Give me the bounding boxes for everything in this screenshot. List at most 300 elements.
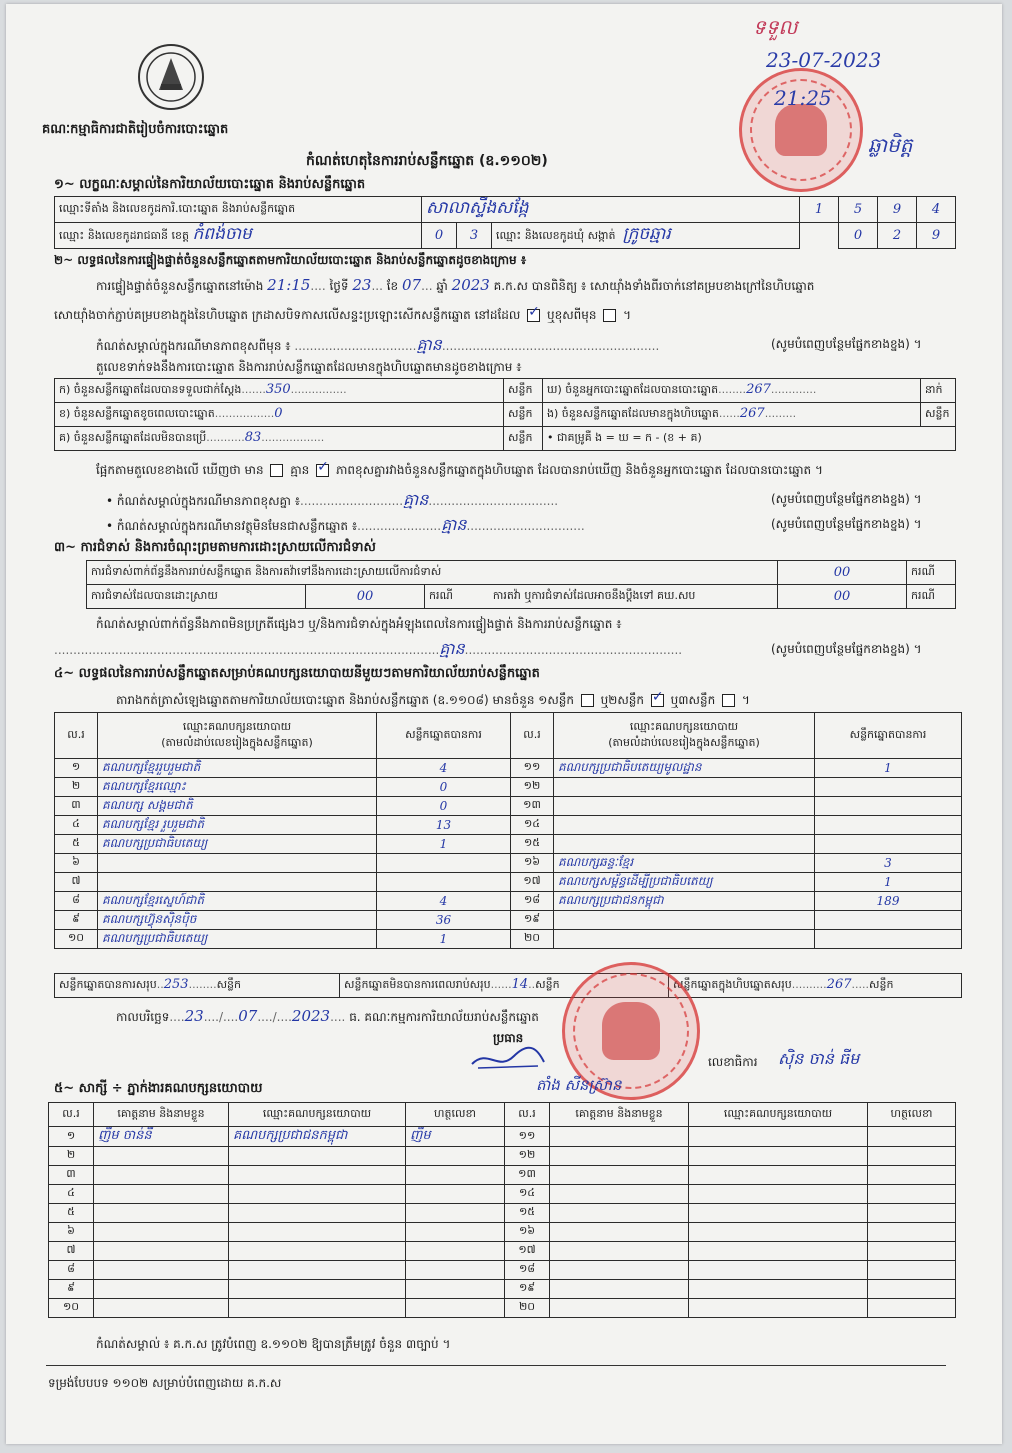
results-col-party-left: [98, 713, 377, 759]
figure-gha: ឃ) ចំនួនអ្នកបោះឆ្នោតដែលបានបោះឆ្នោត........267.............: [543, 379, 921, 403]
witness-party: គណបក្សប្រជាជនកម្ពុជា: [229, 1127, 406, 1147]
commune-code-1: 0: [839, 223, 878, 249]
witness-signature: [406, 1261, 505, 1280]
results-col-party-right-sub: (តាមលំដាប់លេខរៀងក្នុងសន្លឹកឆ្នោត): [608, 735, 760, 749]
witness-col-sign-right: ហត្ថលេខា: [868, 1103, 956, 1127]
result-votes: [815, 911, 962, 930]
result-no: ១៨: [511, 892, 554, 911]
witness-party: [229, 1261, 406, 1280]
witness-signature: [868, 1223, 956, 1242]
tally-one-checkbox[interactable]: [581, 694, 594, 707]
tally-sheet-line: តារាងកត់ត្រាសំឡេងឆ្នោតតាមការិយាល័យបោះឆ្នោត និងរាប់សន្លឹកឆ្នោត (ឧ.១១០៨) មានចំនួន ១សន្លឹក ឬ២សន្លឹក ✓ ឬ៣សន្លឹក ។: [116, 692, 750, 710]
witness-no: ១៥: [505, 1204, 550, 1223]
figure-ko: គ) ចំនួនសន្លឹកឆ្នោតដែលមិនបានប្រើ...........83..................: [55, 427, 504, 451]
witness-no: ៦: [49, 1223, 94, 1242]
foreign-object-label: • កំណត់សម្គាល់ក្នុងករណីមានវត្ថុមិនមែនជាសន្លឹកឆ្នោត ៖: [106, 519, 358, 533]
witness-row: [49, 1166, 956, 1185]
result-votes: [815, 778, 962, 797]
result-votes: [815, 797, 962, 816]
results-col-votes-left: សន្លឹកឆ្នោតបានការ: [377, 713, 511, 759]
signing-date-day: 23: [184, 1007, 204, 1025]
witness-signature: [406, 1242, 505, 1261]
discrepancy-has-label: ផ្អែកតាមតួលេខខាងលើ ឃើញថា មាន: [96, 463, 264, 477]
section1-table: [54, 196, 956, 249]
witness-no: ៨: [49, 1261, 94, 1280]
result-party: [554, 816, 815, 835]
discrepancy-no-label: គ្មាន: [290, 463, 310, 477]
discrepancy-note-label: • កំណត់សម្គាល់ក្នុងករណីមានភាពខុសគ្នា ៖: [106, 494, 301, 508]
witness-signature: [406, 1166, 505, 1185]
result-party: គណបក្សខ្មែរ រួបរួមជាតិ: [98, 816, 377, 835]
witness-no: ១: [49, 1127, 94, 1147]
witness-name: [550, 1242, 689, 1261]
witness-signature: [406, 1280, 505, 1299]
location-code-4: 4: [917, 197, 956, 223]
result-no: ៨: [55, 892, 98, 911]
resolved-label: ការជំទាស់ដែលបានដោះស្រាយ: [87, 585, 306, 609]
results-row: [55, 797, 962, 816]
results-col-party-left-title: ឈ្មោះគណបក្សនយោបាយ: [182, 719, 292, 733]
witness-no: ២: [49, 1147, 94, 1166]
location-value: សាលាស្ទឹងសង្កែ: [422, 197, 800, 223]
result-party: [554, 797, 815, 816]
result-votes: 36: [377, 911, 511, 930]
witness-party: [229, 1204, 406, 1223]
tally-three-label: ឬ៣សន្លឹក: [670, 693, 716, 707]
figure-gha-unit: នាក់: [921, 379, 956, 403]
witness-name: [550, 1147, 689, 1166]
figure-kha-value: 0: [274, 406, 283, 421]
witness-party: [229, 1280, 406, 1299]
objections-unit: ករណី: [907, 561, 956, 585]
received-time: 21:25: [774, 86, 832, 110]
result-no: ៦: [55, 854, 98, 873]
section3-heading: ៣~ ការជំទាស់ និងការចំណុះព្រមតាមការដោះស្រាយលើការជំទាស់: [54, 540, 376, 555]
fill-note-3: (សូមបំពេញបន្ថែមផ្នែកខាងខ្នង) ។: [771, 517, 922, 531]
verify-time: 21:15: [267, 276, 311, 294]
seal-changed-label: ឬខុសពីមុន: [546, 308, 597, 322]
witness-party: [689, 1261, 868, 1280]
footer-note: កំណត់សម្គាល់ ៖ គ.ក.ស ត្រូវបំពេញ ឧ.១១០២ ឱ្យបានត្រឹមត្រូវ ចំនួន ៣ច្បាប់ ។: [96, 1337, 451, 1351]
figure-ka-label: ក) ចំនួនសន្លឹកឆ្នោតដែលបានទទួលជាក់ស្តែង: [59, 383, 242, 396]
verification-line: ការផ្ទៀងផ្ទាត់ចំនួនសន្លឹកឆ្នោតនៅម៉ោង 21:15.... ថ្ងៃទី 23... ខែ 07... ឆ្នាំ 2023 គ.ក.ស បានពិនិត្យ ៖ សោយ៉ាំងទាំងពីរចាក់នៅគម្របខាងក្រៅនៃហិបឆ្នោត: [96, 276, 815, 294]
result-party: [98, 873, 377, 892]
result-party: គណបក្សហ៊្វុនស៊ិនប៉ិច: [98, 911, 377, 930]
irregularities-note: កំណត់សម្គាល់ពាក់ព័ន្ធនឹងភាពមិនប្រក្រតីផ្សេងៗ ឬ/និងការជំទាស់ក្នុងអំឡុងពេលនៃការផ្ទៀងផ្ទាត់ និងការរាប់សន្លឹកឆ្នោត ៖: [96, 617, 622, 631]
witness-no: ១៣: [505, 1166, 550, 1185]
result-no: ៣: [55, 797, 98, 816]
foreign-object-line: • កំណត់សម្គាល់ក្នុងករណីមានវត្ថុមិនមែនជាសន្លឹកឆ្នោត ៖......................គ្មាន...............................: [106, 515, 585, 534]
location-code-2: 5: [839, 197, 878, 223]
foreign-object-value: គ្មាន: [441, 515, 467, 534]
witness-no: ៩: [49, 1280, 94, 1299]
witness-name: [550, 1166, 689, 1185]
objections-value: 00: [778, 561, 907, 585]
witness-party: [229, 1185, 406, 1204]
verify-month: 07: [402, 276, 422, 294]
result-no: ៧: [55, 873, 98, 892]
province-code-2: 3: [457, 223, 492, 249]
result-votes: [815, 835, 962, 854]
figure-formula: • ជាគម្រូគឺ ង = ឃ = ក - (ខ + គ): [543, 427, 956, 451]
witness-col-sign-left: ហត្ថលេខា: [406, 1103, 505, 1127]
witness-col-no-left: ល.រ: [49, 1103, 94, 1127]
province-code-1: 0: [422, 223, 457, 249]
commune-label: [492, 223, 800, 249]
witness-signature: ញឹម: [406, 1127, 505, 1147]
verify-lock-text: គ.ក.ស បានពិនិត្យ ៖ សោយ៉ាំងទាំងពីរចាក់នៅគម្របខាងក្រៅនៃហិបឆ្នោត: [493, 279, 815, 293]
result-no: ៩: [55, 911, 98, 930]
figure-ko-value: 83: [244, 430, 262, 445]
total-box-label: សន្លឹកឆ្នោតក្នុងហិបឆ្នោតសរុប: [673, 978, 792, 991]
tally-one-label: តារាងកត់ត្រាសំឡេងឆ្នោតតាមការិយាល័យបោះឆ្នោត និងរាប់សន្លឹកឆ្នោត (ឧ.១១០៨) មានចំនួន ១សន្លឹក: [116, 693, 574, 707]
result-party: [554, 835, 815, 854]
witness-signature: [868, 1204, 956, 1223]
witness-signature: [406, 1299, 505, 1318]
verify-year: 2023: [451, 276, 490, 294]
commune-label-text: ឈ្មោះ និងលេខកូដឃុំ សង្កាត់: [496, 229, 616, 242]
result-no: ១១: [511, 759, 554, 778]
footer-divider: [46, 1365, 946, 1366]
total-invalid-value: 14: [511, 977, 529, 992]
chair-label: ប្រធាន: [493, 1031, 524, 1045]
witness-no: ១១: [505, 1127, 550, 1147]
witness-name: [550, 1223, 689, 1242]
section1-heading: ១~ លក្ខណៈសម្គាល់នៃការិយាល័យបោះឆ្នោត និងរាប់សន្លឹកឆ្នោត: [54, 177, 366, 192]
total-invalid-cell: សន្លឹកឆ្នោតមិនបានការពេលរាប់សរុប......14..សន្លឹក: [340, 974, 669, 998]
results-row: [55, 835, 962, 854]
result-party: គណបក្សខ្មែររួបរួមជាតិ: [98, 759, 377, 778]
secretary-label: លេខាធិការ: [708, 1055, 758, 1069]
result-party: [554, 778, 815, 797]
province-value: កំពង់ចាម: [192, 224, 252, 244]
figure-nga-unit: សន្លឹក: [921, 403, 956, 427]
difference-note-line: កំណត់សម្គាល់ក្នុងករណីមានភាពខុសពីមុន ៖ ................................គ្មាន.........................................................: [96, 335, 660, 354]
witness-name: [94, 1166, 229, 1185]
figures-intro: តួលេខទាក់ទងនឹងការបោះឆ្នោត និងការរាប់សន្លឹកឆ្នោតដែលមានក្នុងហិបឆ្នោតមានដូចខាងក្រោម ៖: [96, 360, 522, 374]
results-row: [55, 816, 962, 835]
verify-time-label: ការផ្ទៀងផ្ទាត់ចំនួនសន្លឹកឆ្នោតនៅម៉ោង: [96, 279, 264, 293]
witness-signature: [406, 1223, 505, 1242]
figures-table: [54, 378, 956, 451]
result-no: ១៦: [511, 854, 554, 873]
tally-two-checkbox[interactable]: [651, 694, 664, 707]
total-valid-label: សន្លឹកឆ្នោតបានការសរុប: [59, 978, 157, 991]
result-no: ១៧: [511, 873, 554, 892]
result-no: ១៤: [511, 816, 554, 835]
results-col-party-left-sub: (តាមលំដាប់លេខរៀងក្នុងសន្លឹកឆ្នោត): [161, 735, 313, 749]
result-votes: 0: [377, 778, 511, 797]
figure-ko-unit: សន្លឹក: [504, 427, 543, 451]
witness-row: [49, 1223, 956, 1242]
witness-no: ១០: [49, 1299, 94, 1318]
results-row: [55, 930, 962, 949]
witness-no: ១២: [505, 1147, 550, 1166]
figure-nga-label: ង) ចំនួនសន្លឹកឆ្នោតដែលមានក្នុងហិបឆ្នោត: [547, 407, 719, 420]
result-votes: 3: [815, 854, 962, 873]
witness-no: ៧: [49, 1242, 94, 1261]
result-party: គណបក្សសម្ព័ន្ធដើម្បីប្រជាធិបតេយ្យ: [554, 873, 815, 892]
appeal-value: 00: [778, 585, 907, 609]
difference-note-value: គ្មាន: [416, 335, 442, 354]
witness-party: [689, 1299, 868, 1318]
result-votes: 0: [377, 797, 511, 816]
witness-col-name-right: គោត្តនាម និងនាមខ្លួន: [550, 1103, 689, 1127]
witness-signature: [868, 1185, 956, 1204]
result-votes: [815, 930, 962, 949]
result-votes: 189: [815, 892, 962, 911]
witness-signature: [406, 1204, 505, 1223]
total-valid-value: 253: [163, 977, 189, 992]
discrepancy-note-line: • កំណត់សម្គាល់ក្នុងករណីមានភាពខុសគ្នា ៖...........................គ្មាន..................................: [106, 490, 559, 509]
discrepancy-no-checkbox[interactable]: [316, 464, 329, 477]
location-code-1: 1: [800, 197, 839, 223]
results-table: [54, 712, 962, 949]
witness-no: ១៦: [505, 1223, 550, 1242]
resolved-unit: ករណី: [429, 588, 453, 602]
witness-name: [94, 1147, 229, 1166]
figure-nga-value: 267: [739, 406, 765, 421]
witness-party: [229, 1299, 406, 1318]
result-party: គណបក្សប្រជាធិបតេយ្យ: [98, 835, 377, 854]
witness-row: [49, 1299, 956, 1318]
witness-party: [229, 1166, 406, 1185]
witness-signature: [868, 1261, 956, 1280]
irregularities-line: .....................................................................................................គ្មាន.........................................................: [54, 639, 683, 658]
result-party: គណបក្សខ្មែរស្នេហ៍ជាតិ: [98, 892, 377, 911]
total-invalid-label: សន្លឹកឆ្នោតមិនបានការពេលរាប់សរុប: [344, 978, 491, 991]
witness-table: [48, 1102, 956, 1318]
result-votes: 13: [377, 816, 511, 835]
verify-year-label: ឆ្នាំ: [436, 279, 448, 293]
results-row: [55, 892, 962, 911]
province-label-text: ឈ្មោះ និងលេខកូដរាជធានី ខេត្ត: [59, 229, 189, 242]
witness-party: [229, 1242, 406, 1261]
results-col-party-right-title: ឈ្មោះគណបក្សនយោបាយ: [629, 719, 739, 733]
witness-party: [689, 1280, 868, 1299]
figure-kha-label: ខ) ចំនួនសន្លឹកឆ្នោតខូចពេលបោះឆ្នោត: [59, 407, 215, 420]
signing-date-month: 07: [238, 1007, 258, 1025]
result-no: ១៥: [511, 835, 554, 854]
org-name: គណៈកម្មាធិការជាតិរៀបចំការបោះឆ្នោត: [42, 122, 229, 137]
figure-nga: ង) ចំនួនសន្លឹកឆ្នោតដែលមានក្នុងហិបឆ្នោត......267.........: [543, 403, 921, 427]
witness-party: [689, 1242, 868, 1261]
form-page: [6, 4, 1002, 1444]
section2-heading: ២~ លទ្ធផលនៃការផ្ទៀងផ្ទាត់ចំនួនសន្លឹកឆ្នោតតាមការិយាល័យបោះឆ្នោត និងរាប់សន្លឹកឆ្នោតដូចខាងក្រោម ៖: [54, 253, 527, 267]
result-votes: 1: [377, 835, 511, 854]
witness-no: ៣: [49, 1166, 94, 1185]
location-code-3: 9: [878, 197, 917, 223]
witness-no: ១៩: [505, 1280, 550, 1299]
objections-label: ការជំទាស់ពាក់ព័ន្ធនឹងការរាប់សន្លឹកឆ្នោត និងការតវ៉ាទៅនឹងការដោះស្រាយលើការជំទាស់: [87, 561, 778, 585]
figure-ka: ក) ចំនួនសន្លឹកឆ្នោតដែលបានទទួលជាក់ស្តែង.......350................: [55, 379, 504, 403]
figure-ka-value: 350: [265, 382, 291, 397]
witness-name: [550, 1185, 689, 1204]
witness-name: ញឹម ចាន់នី: [94, 1127, 229, 1147]
nec-logo-icon: [131, 40, 211, 114]
location-label: ឈ្មោះទីតាំង និងលេខកូដការិ.បោះឆ្នោត និងរាប់សន្លឹកឆ្នោត: [55, 197, 422, 223]
witness-col-no-right: ល.រ: [505, 1103, 550, 1127]
result-no: ១៩: [511, 911, 554, 930]
appeal-cell: [425, 585, 778, 609]
result-no: ២: [55, 778, 98, 797]
witness-no: ១៧: [505, 1242, 550, 1261]
result-votes: [815, 816, 962, 835]
witness-party: [689, 1166, 868, 1185]
witness-col-party-left: ឈ្មោះគណបក្សនយោបាយ: [229, 1103, 406, 1127]
result-votes: [377, 854, 511, 873]
verify-day-label: ថ្ងៃទី: [329, 279, 349, 293]
footer-form-id: ទម្រង់បែបបទ ១១០២ សម្រាប់បំពេញដោយ គ.ក.ស: [48, 1376, 282, 1390]
signing-date-line: កាលបរិច្ឆេទ....23..../....07..../....2023.... ធ. គណៈកម្មការការិយាល័យរាប់សន្លឹកឆ្នោត: [116, 1007, 539, 1025]
witness-name: [550, 1204, 689, 1223]
commune-code-2: 2: [878, 223, 917, 249]
results-row: [55, 854, 962, 873]
difference-note-label: កំណត់សម្គាល់ក្នុងករណីមានភាពខុសពីមុន ៖: [96, 339, 291, 353]
seal-changed-checkbox[interactable]: [603, 309, 616, 322]
witness-row: [49, 1261, 956, 1280]
appeal-label: ការតវ៉ា ឬការជំទាស់ដែលអាចនឹងប្តឹងទៅ គឃ.សប: [492, 588, 696, 602]
result-votes: 1: [377, 930, 511, 949]
witness-signature: [868, 1242, 956, 1261]
discrepancy-text: ភាពខុសគ្នារវាងចំនួនសន្លឹកឆ្នោតក្នុងហិបឆ្នោត ដែលបានរាប់ឃើញ និងចំនួនអ្នកបោះឆ្នោត ដែលបានបោះឆ្នោត ។: [335, 463, 823, 477]
figure-kha-unit: សន្លឹក: [504, 403, 543, 427]
results-row: [55, 873, 962, 892]
witness-party: [229, 1147, 406, 1166]
witness-name: [94, 1261, 229, 1280]
witness-row: [49, 1147, 956, 1166]
result-party: [98, 854, 377, 873]
tally-three-checkbox[interactable]: [722, 694, 735, 707]
seal-line: សោយ៉ាំងចាក់ភ្ជាប់គម្របខាងក្នុងនៃហិបឆ្នោត ក្រដាសបិទកាសលើសន្ទះប្រឡោះសើកសន្លឹកឆ្នោត នៅដដែល ✓ ឬខុសពីមុន ។: [54, 307, 631, 325]
witness-no: ១៨: [505, 1261, 550, 1280]
fill-note-1: (សូមបំពេញបន្ថែមផ្នែកខាងខ្នង) ។: [771, 337, 922, 351]
figure-gha-value: 267: [746, 382, 771, 397]
section4-heading: ៤~ លទ្ធផលនៃការរាប់សន្លឹកឆ្នោតសម្រាប់គណបក្សនយោបាយនីមួយៗតាមការិយាល័យរាប់សន្លឹកឆ្នោត: [54, 666, 540, 681]
witness-row: [49, 1204, 956, 1223]
witness-no: ៥: [49, 1204, 94, 1223]
received-note: ទទួល: [753, 15, 798, 39]
witness-name: [550, 1261, 689, 1280]
signing-date-year: 2023: [291, 1007, 331, 1025]
result-votes: 4: [377, 759, 511, 778]
witness-name: [94, 1280, 229, 1299]
fill-note-4: (សូមបំពេញបន្ថែមផ្នែកខាងខ្នង) ។: [771, 642, 922, 656]
result-no: ១: [55, 759, 98, 778]
witness-name: [550, 1280, 689, 1299]
results-col-no-left: ល.រ: [55, 713, 98, 759]
result-votes: 1: [815, 873, 962, 892]
secretary-name: ស៊ិន ចាន់ ធីម: [778, 1049, 860, 1068]
seal-same-checkbox[interactable]: [527, 309, 540, 322]
tally-two-label: ឬ២សន្លឹក: [600, 693, 645, 707]
total-box-cell: សន្លឹកឆ្នោតក្នុងហិបឆ្នោតសរុប..........267.....សន្លឹក: [669, 974, 962, 998]
witness-party: [689, 1185, 868, 1204]
verify-month-label: ខែ: [386, 279, 399, 293]
witness-col-name-left: គោត្តនាម និងនាមខ្លួន: [94, 1103, 229, 1127]
figure-ka-unit: សន្លឹក: [504, 379, 543, 403]
commune-spacer: [800, 223, 839, 249]
witness-party: [229, 1223, 406, 1242]
committee-label: ធ. គណៈកម្មការការិយាល័យរាប់សន្លឹកឆ្នោត: [349, 1010, 539, 1024]
results-row: [55, 778, 962, 797]
witness-name: [550, 1299, 689, 1318]
verify-day: 23: [352, 276, 372, 294]
witness-name: [94, 1299, 229, 1318]
result-no: ១០: [55, 930, 98, 949]
witness-row: [49, 1280, 956, 1299]
witness-signature: [868, 1127, 956, 1147]
witness-name: [94, 1185, 229, 1204]
signing-date-label: កាលបរិច្ឆេទ: [116, 1010, 170, 1024]
witness-signature: [868, 1147, 956, 1166]
result-party: គណបក្សប្រជាធិបតេយ្យ: [98, 930, 377, 949]
objections-table: [86, 560, 956, 609]
discrepancy-yes-checkbox[interactable]: [270, 464, 283, 477]
witness-no: ១៤: [505, 1185, 550, 1204]
figure-gha-label: ឃ) ចំនួនអ្នកបោះឆ្នោតដែលបានបោះឆ្នោត: [547, 383, 719, 396]
witness-party: [689, 1127, 868, 1147]
figure-ko-label: គ) ចំនួនសន្លឹកឆ្នោតដែលមិនបានប្រើ: [59, 431, 207, 444]
witness-name: [550, 1127, 689, 1147]
discrepancy-note-value: គ្មាន: [403, 490, 429, 509]
result-votes: 4: [377, 892, 511, 911]
result-party: [554, 930, 815, 949]
witness-signature: [868, 1280, 956, 1299]
results-col-no-right: ល.រ: [511, 713, 554, 759]
commune-code-3: 9: [917, 223, 956, 249]
irregularities-value: គ្មាន: [439, 639, 465, 658]
witness-name: [94, 1223, 229, 1242]
chair-signature-icon: [468, 1044, 548, 1074]
result-no: ១៣: [511, 797, 554, 816]
fill-note-2: (សូមបំពេញបន្ថែមផ្នែកខាងខ្នង) ។: [771, 492, 922, 506]
result-votes: [377, 873, 511, 892]
total-box-value: 267: [826, 977, 852, 992]
result-no: ១២: [511, 778, 554, 797]
witness-row: [49, 1185, 956, 1204]
received-signature: ឆ្លាមិត្ត: [868, 133, 913, 157]
witness-signature: [406, 1147, 505, 1166]
witness-party: [689, 1147, 868, 1166]
witness-signature: [868, 1299, 956, 1318]
result-party: គណបក្សប្រជាធិបតេយ្យមូលដ្ឋាន: [554, 759, 815, 778]
witness-row: [49, 1242, 956, 1261]
result-votes: 1: [815, 759, 962, 778]
result-party: គណបក្សប្រជាជនកម្ពុជា: [554, 892, 815, 911]
seal-text: សោយ៉ាំងចាក់ភ្ជាប់គម្របខាងក្នុងនៃហិបឆ្នោត ក្រដាសបិទកាសលើសន្ទះប្រឡោះសើកសន្លឹកឆ្នោត នៅដដែល: [54, 308, 521, 322]
result-no: ២០: [511, 930, 554, 949]
chair-name: តាំង សីនស្រ៊ាន: [536, 1076, 622, 1094]
results-col-votes-right: សន្លឹកឆ្នោតបានការ: [815, 713, 962, 759]
witness-signature: [406, 1185, 505, 1204]
results-col-party-right: [554, 713, 815, 759]
total-valid-cell: សន្លឹកឆ្នោតបានការសរុប..253........សន្លឹក: [55, 974, 340, 998]
witness-col-party-right: ឈ្មោះគណបក្សនយោបាយ: [689, 1103, 868, 1127]
result-party: គណបក្សខ្មែរឈ្មោះ: [98, 778, 377, 797]
witness-row: [49, 1127, 956, 1147]
received-date: 23-07-2023: [766, 48, 882, 72]
witness-party: [689, 1204, 868, 1223]
result-party: [554, 911, 815, 930]
form-title: កំណត់ហេតុនៃការរាប់សន្លឹកឆ្នោត (ឧ.១១០២): [306, 153, 548, 169]
discrepancy-line: [96, 462, 823, 480]
result-no: ៥: [55, 835, 98, 854]
result-party: គណបក្សឆន្ទៈខ្មែរ: [554, 854, 815, 873]
results-totals: [54, 973, 962, 998]
figure-kha: ខ) ចំនួនសន្លឹកឆ្នោតខូចពេលបោះឆ្នោត.................0: [55, 403, 504, 427]
province-label: [55, 223, 422, 249]
